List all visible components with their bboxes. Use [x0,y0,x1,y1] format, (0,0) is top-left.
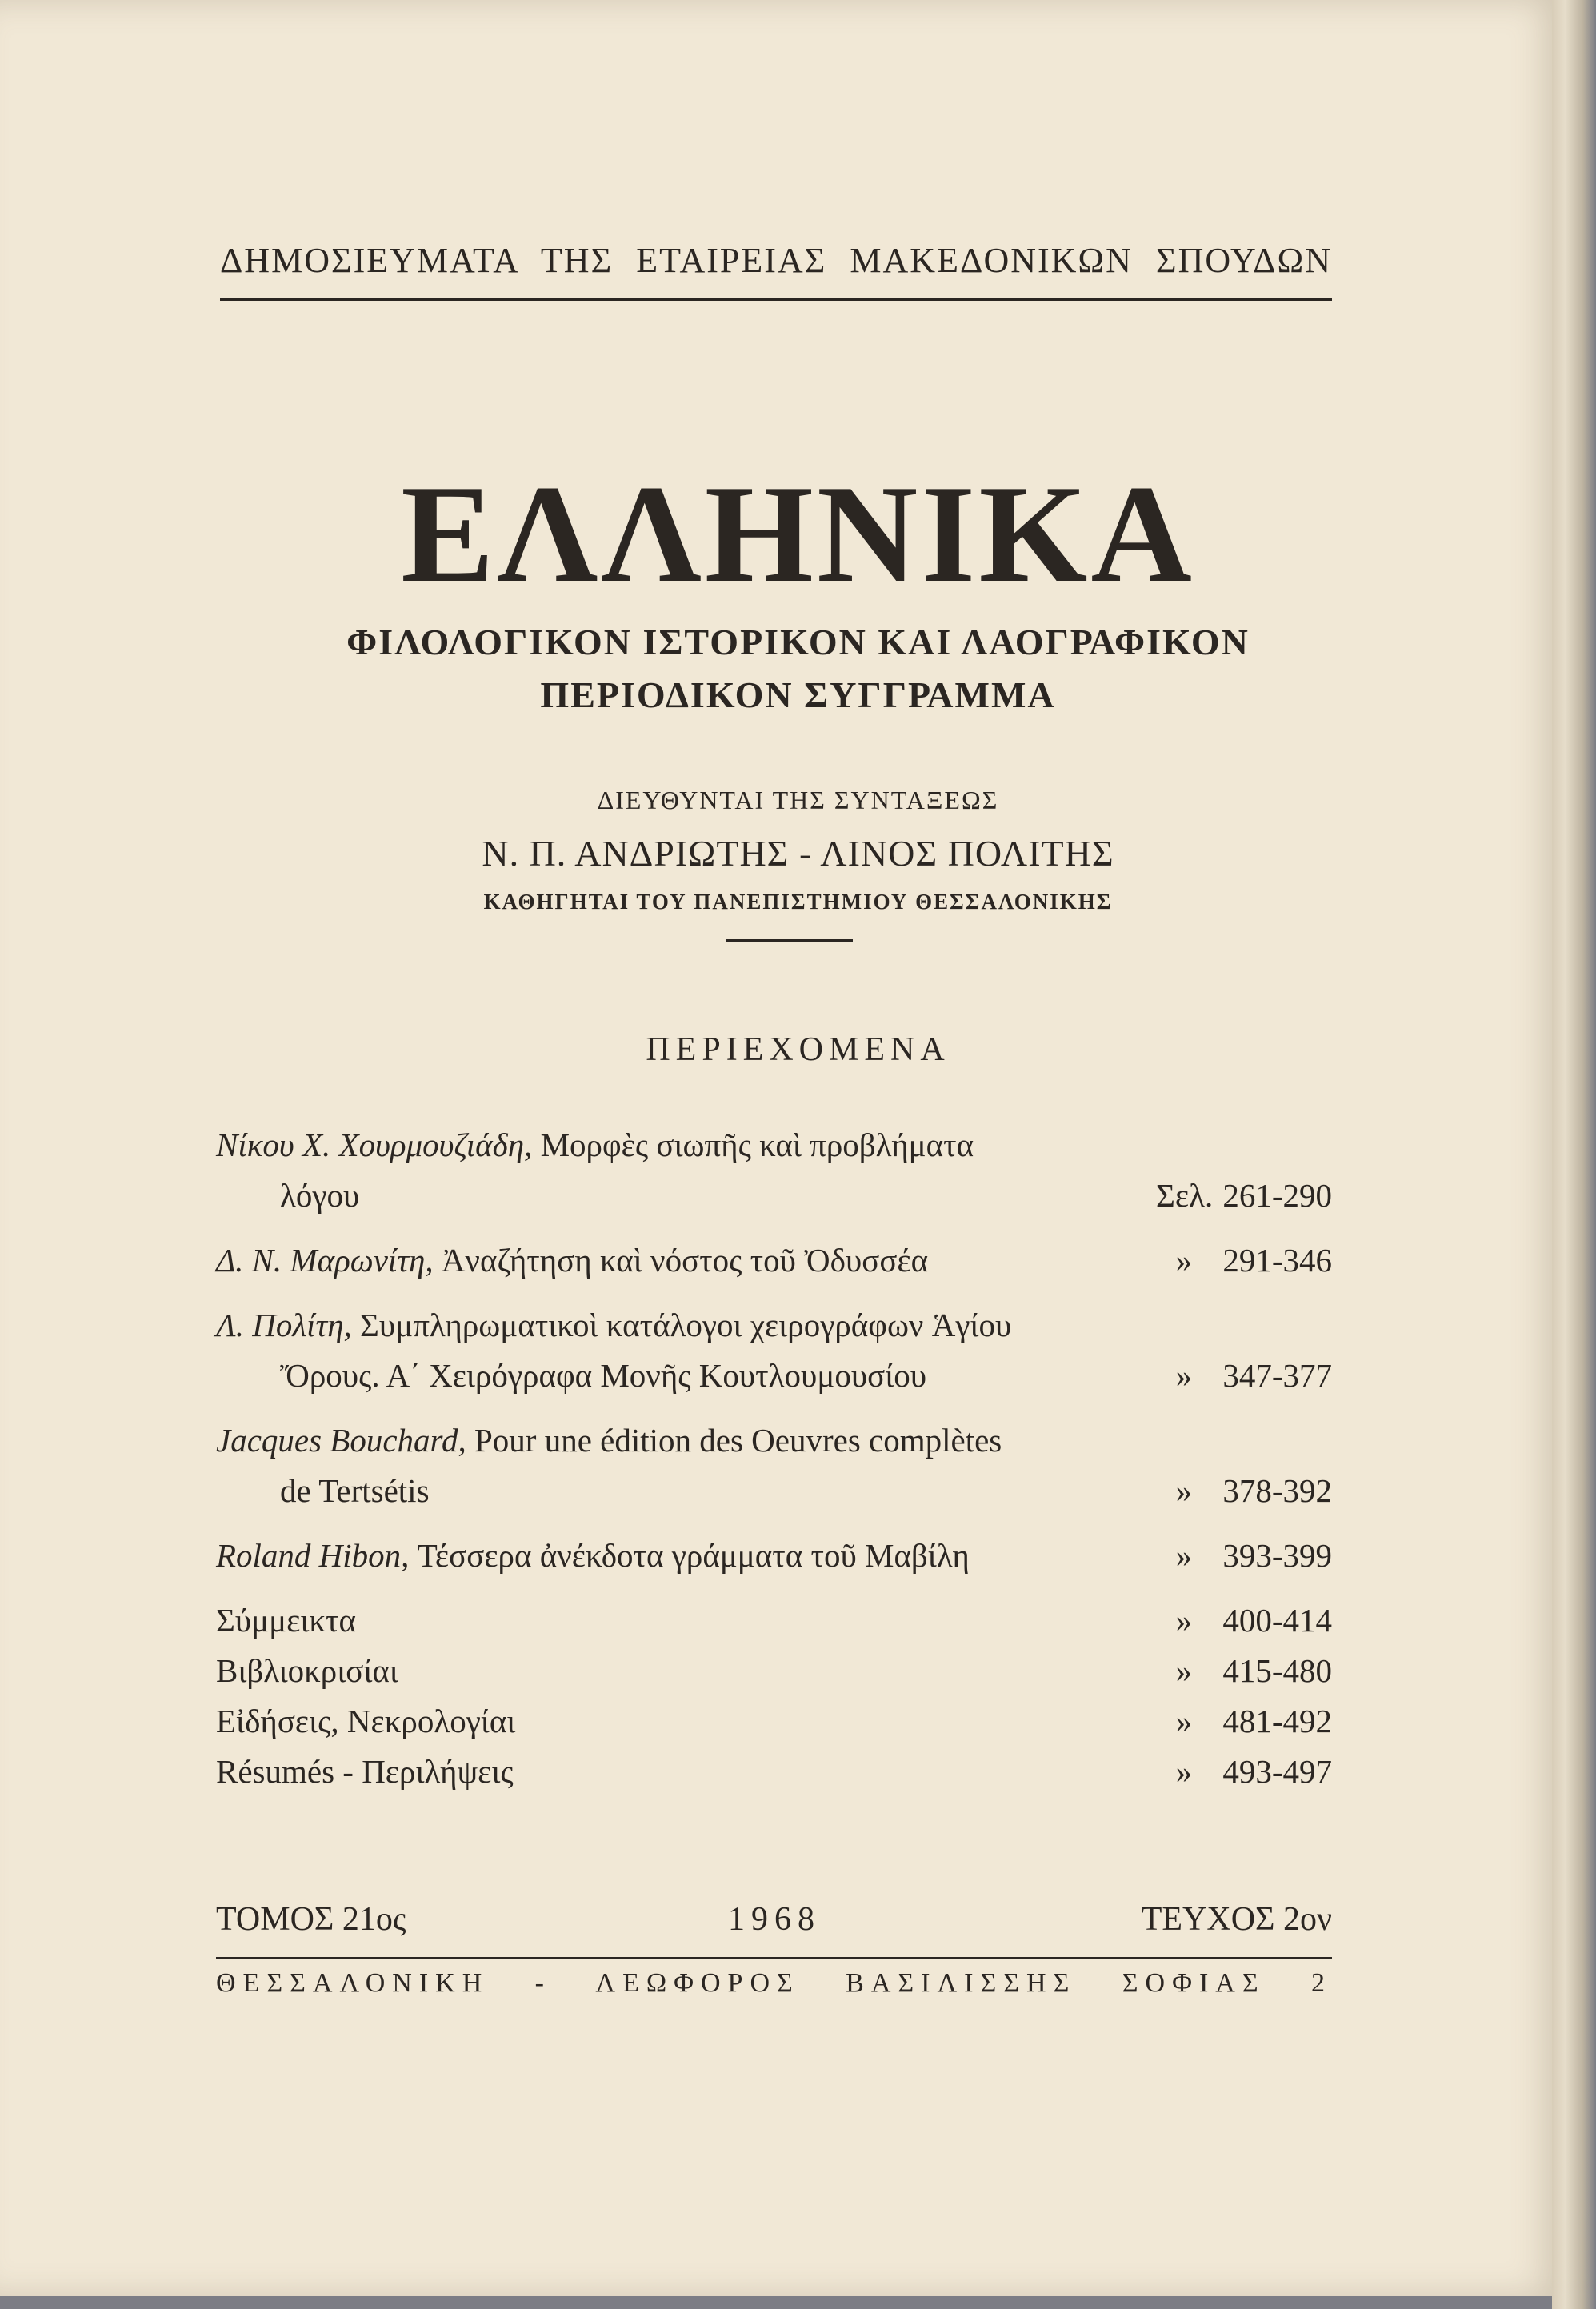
contents-heading: ΠΕΡΙΕΧΟΜΕΝΑ [646,1031,950,1068]
toc-pages: 481-492 [1222,1703,1332,1739]
toc-page-mark: » [1175,1602,1193,1639]
toc-title: Pour une édition des Oeuvres complètes [474,1422,1002,1459]
toc-page-mark: » [1175,1242,1193,1279]
toc-page-mark: » [1175,1472,1193,1509]
toc-author: Δ. Ν. Μαρωνίτη, [216,1242,434,1279]
subtitle-line-1: ΦΙΛΟΛΟΓΙΚΟΝ ΙΣΤΟΡΙΚΟΝ ΚΑΙ ΛΑΟΓΡΑΦΙΚΟΝ [346,622,1250,662]
toc-title: Résumés - Περιλήψεις [216,1753,514,1790]
toc-title: Βιβλιοκρισίαι [216,1652,398,1689]
journal-subtitle [0,616,1596,722]
volume-label: ΤΟΜΟΣ 21ος [216,1901,406,1938]
journal-title: ΕΛΛΗΝΙΚΑ [401,456,1195,611]
editors-affiliation: ΚΑΘΗΓΗΤΑΙ ΤΟΥ ΠΑΝΕΠΙΣΤΗΜΙΟΥ ΘΕΣΣΑΛΟΝΙΚΗΣ [483,890,1113,914]
toc-pages: 347-377 [1222,1357,1332,1394]
toc-pages: 400-414 [1222,1602,1332,1639]
toc-title: Μορφὲς σιωπῆς καὶ προβλήματα [540,1126,974,1163]
toc-page-mark: » [1175,1652,1193,1689]
year-label: 1968 [728,1901,821,1938]
issue-label: ΤΕΥΧΟΣ 2ον [1141,1901,1332,1938]
toc-pages: 378-392 [1222,1472,1332,1509]
editors-heading: ΔΙΕΥΘΥΝΤΑΙ ΤΗΣ ΣΥΝΤΑΞΕΩΣ [597,786,999,814]
editors-rule [726,939,853,942]
toc-entry [216,1300,1332,1401]
toc-title: Εἰδήσεις, Νεκρολογίαι [216,1703,516,1739]
toc-entry [216,1531,1332,1581]
toc-title: Σύμμεικτα [216,1602,356,1639]
toc-author: Roland Hibon, [216,1537,410,1574]
toc-title: Ἀναζήτηση καὶ νόστος τοῦ Ὀδυσσέα [441,1242,929,1279]
toc-title: Τέσσερα ἀνέκδοτα γράμματα τοῦ Μαβίλη [417,1537,970,1574]
subtitle-line-2: ΠΕΡΙΟΔΙΚΟΝ ΣΥΓΓΡΑΜΜΑ [540,674,1056,715]
toc-entry [216,1415,1332,1516]
toc-entry [216,1235,1332,1286]
toc-pages: 261-290 [1222,1177,1332,1214]
toc-entry [216,1747,1332,1797]
toc-pages: 393-399 [1222,1537,1332,1574]
series-rule [220,298,1332,301]
imprint-rule [216,1957,1332,1959]
toc-title-cont: de Tertsétis [280,1472,430,1509]
toc-entry [216,1595,1332,1646]
toc-title: Συμπληρωματικοὶ κατάλογοι χειρογράφων Ἁγίου [360,1307,1012,1343]
toc-entry [216,1120,1332,1221]
toc-pages: 415-480 [1222,1652,1332,1689]
toc-author: Νίκου Χ. Χουρμουζιάδη, [216,1126,533,1163]
toc-page-mark: Σελ. [1156,1177,1214,1214]
toc-page-mark: » [1175,1703,1193,1739]
table-of-contents [216,1120,1332,1797]
toc-entry [216,1696,1332,1747]
toc-title-cont: Ὄρους. Α΄ Χειρόγραφα Μονῆς Κουτλουμουσίου [280,1357,927,1394]
toc-pages: 291-346 [1222,1242,1332,1279]
toc-page-mark: » [1175,1753,1193,1790]
toc-title-cont: λόγου [280,1177,360,1214]
page-edge [1552,0,1596,2309]
toc-entry [216,1646,1332,1696]
toc-page-mark: » [1175,1357,1193,1394]
toc-pages: 493-497 [1222,1753,1332,1790]
toc-author: Jacques Bouchard, [216,1422,466,1459]
toc-author: Λ. Πολίτη, [216,1307,352,1343]
series-title: ΔΗΜΟΣΙΕΥΜΑΤΑ ΤΗΣ ΕΤΑΙΡΕΙΑΣ ΜΑΚΕΔΟΝΙΚΩΝ ΣΠΟΥΔΩΝ [220,241,1332,280]
editors-names: Ν. Π. ΑΝΔΡΙΩΤΗΣ - ΛΙΝΟΣ ΠΟΛΙΤΗΣ [482,833,1114,874]
publisher-address: ΘΕΣΣΑΛΟΝΙΚΗ - ΛΕΩΦΟΡΟΣ ΒΑΣΙΛΙΣΣΗΣ ΣΟΦΙΑΣ 2 [216,1968,1332,1998]
toc-page-mark: » [1175,1537,1193,1574]
